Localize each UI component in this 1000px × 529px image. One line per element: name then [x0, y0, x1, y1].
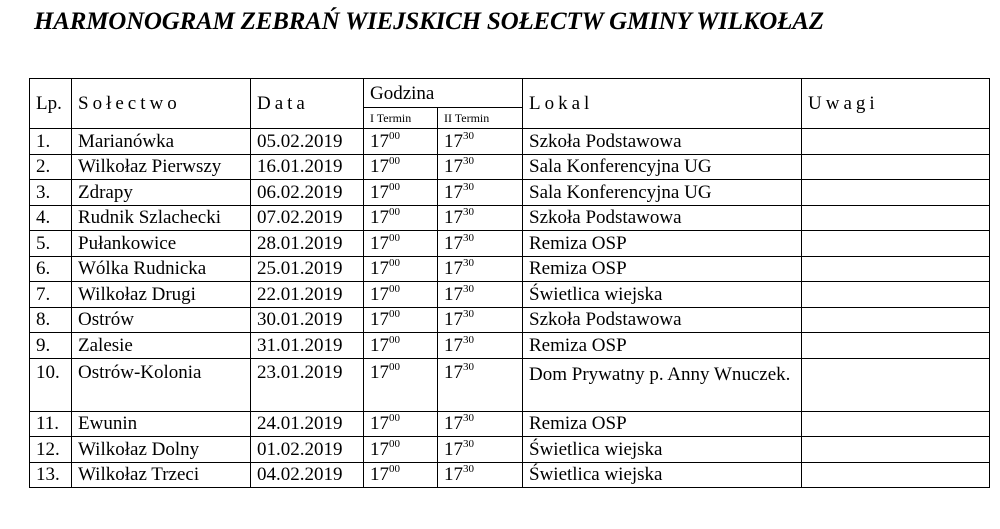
cell-termin-2 [438, 437, 523, 463]
cell-solectwo: Zdrapy [72, 180, 251, 206]
table-row [30, 129, 990, 155]
minute-superscript: 00 [389, 282, 400, 295]
column-header-termin-2: II Termin [438, 108, 523, 129]
minute-superscript: 30 [463, 412, 474, 425]
minute-superscript: 30 [463, 180, 474, 193]
hour-text: 17 [444, 207, 463, 229]
hour-text: 17 [444, 413, 463, 435]
cell-data: 28.01.2019 [251, 231, 364, 257]
hour-text: 17 [370, 413, 389, 435]
table-header [30, 79, 990, 129]
cell-termin-1 [364, 411, 438, 437]
table-row [30, 437, 990, 463]
cell-lokal: Remiza OSP [523, 333, 802, 359]
cell-solectwo: Zalesie [72, 333, 251, 359]
minute-superscript: 00 [389, 180, 400, 193]
cell-lokal: Remiza OSP [523, 231, 802, 257]
cell-uwagi [802, 411, 990, 437]
minute-superscript: 30 [463, 437, 474, 450]
minute-superscript: 30 [463, 308, 474, 321]
cell-uwagi [802, 437, 990, 463]
hour-text: 17 [444, 181, 463, 203]
cell-uwagi [802, 462, 990, 488]
cell-lokal: Świetlica wiejska [523, 462, 802, 488]
cell-lokal: Remiza OSP [523, 256, 802, 282]
minute-superscript: 00 [389, 412, 400, 425]
cell-lokal: Szkoła Podstawowa [523, 307, 802, 333]
cell-termin-1 [364, 462, 438, 488]
cell-lp: 10. [30, 358, 72, 411]
cell-lokal: Szkoła Podstawowa [523, 205, 802, 231]
column-header-termin-1: I Termin [364, 108, 438, 129]
hour-text: 17 [370, 464, 389, 486]
hour-text: 17 [444, 258, 463, 280]
minute-superscript: 00 [389, 257, 400, 270]
table-row [30, 411, 990, 437]
cell-termin-1 [364, 437, 438, 463]
cell-uwagi [802, 256, 990, 282]
minute-superscript: 30 [463, 282, 474, 295]
cell-uwagi [802, 180, 990, 206]
cell-uwagi [802, 307, 990, 333]
cell-termin-2 [438, 256, 523, 282]
table-row [30, 358, 990, 411]
hour-text: 17 [370, 181, 389, 203]
hour-text: 17 [370, 283, 389, 305]
minute-superscript: 00 [389, 308, 400, 321]
cell-solectwo: Wilkołaz Trzeci [72, 462, 251, 488]
minute-superscript: 00 [389, 437, 400, 450]
cell-termin-2 [438, 154, 523, 180]
cell-termin-2 [438, 333, 523, 359]
cell-termin-1 [364, 307, 438, 333]
cell-termin-1 [364, 282, 438, 308]
cell-data: 04.02.2019 [251, 462, 364, 488]
cell-lp: 1. [30, 129, 72, 155]
cell-data: 30.01.2019 [251, 307, 364, 333]
column-header-lp: Lp. [30, 79, 72, 129]
cell-uwagi [802, 154, 990, 180]
cell-termin-2 [438, 462, 523, 488]
schedule-table [29, 78, 990, 488]
minute-superscript: 00 [389, 463, 400, 476]
cell-solectwo: Ewunin [72, 411, 251, 437]
column-header-solectwo: Sołectwo [72, 79, 251, 129]
table-row [30, 307, 990, 333]
cell-solectwo: Wilkołaz Drugi [72, 282, 251, 308]
cell-termin-2 [438, 282, 523, 308]
hour-text: 17 [444, 361, 463, 383]
cell-solectwo: Wilkołaz Pierwszy [72, 154, 251, 180]
cell-data: 07.02.2019 [251, 205, 364, 231]
minute-superscript: 00 [389, 155, 400, 168]
minute-superscript: 30 [463, 206, 474, 219]
minute-superscript: 30 [463, 463, 474, 476]
table-row [30, 154, 990, 180]
minute-superscript: 00 [389, 129, 400, 142]
cell-solectwo: Marianówka [72, 129, 251, 155]
table-row [30, 231, 990, 257]
cell-termin-1 [364, 231, 438, 257]
cell-lp: 8. [30, 307, 72, 333]
table-row [30, 180, 990, 206]
hour-text: 17 [370, 309, 389, 331]
cell-data: 31.01.2019 [251, 333, 364, 359]
cell-termin-1 [364, 333, 438, 359]
cell-uwagi [802, 129, 990, 155]
hour-text: 17 [444, 334, 463, 356]
cell-termin-1 [364, 256, 438, 282]
hour-text: 17 [444, 130, 463, 152]
cell-solectwo: Wilkołaz Dolny [72, 437, 251, 463]
cell-termin-1 [364, 180, 438, 206]
column-header-godzina: Godzina [364, 79, 523, 108]
cell-lokal: Świetlica wiejska [523, 282, 802, 308]
cell-data: 22.01.2019 [251, 282, 364, 308]
cell-lp: 13. [30, 462, 72, 488]
cell-solectwo: Ostrów [72, 307, 251, 333]
cell-data: 24.01.2019 [251, 411, 364, 437]
cell-lp: 12. [30, 437, 72, 463]
minute-superscript: 00 [389, 206, 400, 219]
minute-superscript: 30 [463, 360, 474, 373]
cell-data: 23.01.2019 [251, 358, 364, 411]
cell-data: 16.01.2019 [251, 154, 364, 180]
cell-lp: 7. [30, 282, 72, 308]
cell-solectwo: Wólka Rudnicka [72, 256, 251, 282]
cell-lp: 6. [30, 256, 72, 282]
column-header-data: Data [251, 79, 364, 129]
cell-lp: 5. [30, 231, 72, 257]
table-row [30, 282, 990, 308]
cell-data: 05.02.2019 [251, 129, 364, 155]
cell-solectwo: Rudnik Szlachecki [72, 205, 251, 231]
cell-solectwo: Ostrów-Kolonia [72, 358, 251, 411]
hour-text: 17 [444, 438, 463, 460]
cell-lp: 11. [30, 411, 72, 437]
cell-lokal: Szkoła Podstawowa [523, 129, 802, 155]
cell-termin-2 [438, 180, 523, 206]
cell-lp: 2. [30, 154, 72, 180]
cell-termin-2 [438, 129, 523, 155]
hour-text: 17 [444, 283, 463, 305]
cell-termin-1 [364, 205, 438, 231]
cell-uwagi [802, 205, 990, 231]
minute-superscript: 30 [463, 231, 474, 244]
cell-lokal: Dom Prywatny p. Anny Wnuczek. [523, 358, 802, 411]
cell-lp: 4. [30, 205, 72, 231]
cell-uwagi [802, 231, 990, 257]
minute-superscript: 00 [389, 333, 400, 346]
cell-termin-2 [438, 231, 523, 257]
cell-termin-2 [438, 358, 523, 411]
table-row [30, 462, 990, 488]
hour-text: 17 [444, 232, 463, 254]
hour-text: 17 [444, 156, 463, 178]
cell-termin-2 [438, 307, 523, 333]
cell-termin-2 [438, 205, 523, 231]
table-row [30, 333, 990, 359]
hour-text: 17 [370, 258, 389, 280]
table-row [30, 205, 990, 231]
minute-superscript: 00 [389, 360, 400, 373]
cell-termin-1 [364, 154, 438, 180]
hour-text: 17 [370, 130, 389, 152]
minute-superscript: 30 [463, 129, 474, 142]
cell-data: 06.02.2019 [251, 180, 364, 206]
cell-lp: 3. [30, 180, 72, 206]
cell-lokal: Świetlica wiejska [523, 437, 802, 463]
hour-text: 17 [444, 464, 463, 486]
document-title: HARMONOGRAM ZEBRAŃ WIEJSKICH SOŁECTW GMINY WILKOŁAZ [34, 8, 824, 35]
minute-superscript: 30 [463, 257, 474, 270]
cell-termin-1 [364, 358, 438, 411]
cell-uwagi [802, 358, 990, 411]
hour-text: 17 [444, 309, 463, 331]
cell-lokal: Sala Konferencyjna UG [523, 154, 802, 180]
cell-lokal: Remiza OSP [523, 411, 802, 437]
minute-superscript: 00 [389, 231, 400, 244]
hour-text: 17 [370, 232, 389, 254]
cell-lp: 9. [30, 333, 72, 359]
hour-text: 17 [370, 156, 389, 178]
hour-text: 17 [370, 361, 389, 383]
cell-data: 01.02.2019 [251, 437, 364, 463]
cell-solectwo: Pułankowice [72, 231, 251, 257]
cell-termin-1 [364, 129, 438, 155]
column-header-uwagi: Uwagi [802, 79, 990, 129]
minute-superscript: 30 [463, 155, 474, 168]
column-header-lokal: Lokal [523, 79, 802, 129]
table-body [30, 129, 990, 488]
cell-uwagi [802, 333, 990, 359]
minute-superscript: 30 [463, 333, 474, 346]
cell-data: 25.01.2019 [251, 256, 364, 282]
table-row [30, 256, 990, 282]
hour-text: 17 [370, 334, 389, 356]
cell-termin-2 [438, 411, 523, 437]
cell-uwagi [802, 282, 990, 308]
hour-text: 17 [370, 438, 389, 460]
cell-lokal: Sala Konferencyjna UG [523, 180, 802, 206]
hour-text: 17 [370, 207, 389, 229]
